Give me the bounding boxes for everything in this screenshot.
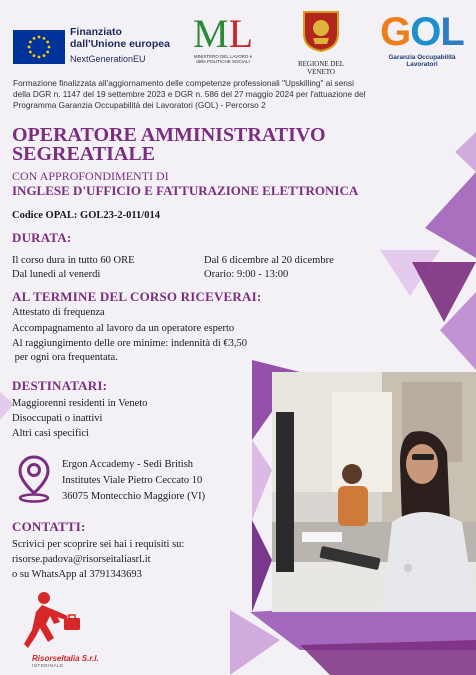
eu-star-icon	[29, 51, 32, 54]
header-logos	[0, 6, 476, 76]
contact-whatsapp[interactable]: o su WhatsApp al 3791343693	[12, 569, 142, 580]
location-pin-icon	[17, 455, 51, 503]
duration-dates: Dal 6 dicembre al 20 dicembre	[204, 255, 334, 266]
contacts-intro: Scrivici per scoprire sei hai i requisiti su:	[12, 539, 185, 550]
outcome-heading: AL TERMINE DEL CORSO RICEVERAI:	[12, 289, 262, 304]
location-line3: 36075 Montecchio Maggiore (VI)	[62, 491, 206, 502]
duration-hours: Il corso dura in tutto 60 ORE	[12, 255, 135, 266]
lion-shield-icon	[302, 10, 340, 52]
eu-funding-label: Finanziato dall'Unione europea NextGenerationEU	[70, 26, 170, 64]
duration-days: Dal lunedì al venerdì	[12, 269, 101, 280]
recipient-item: Altri casi specifici	[12, 428, 89, 439]
eu-star-icon	[28, 46, 31, 49]
outcome-item: Attestato di frequenza	[12, 307, 105, 318]
regione-veneto-logo: REGIONE DEL VENETO	[288, 10, 354, 72]
eu-star-icon	[38, 36, 41, 39]
gol-logo: GOL Garanzia Occupabilità Lavoratori	[380, 10, 464, 68]
eu-star-icon	[43, 37, 46, 40]
outcome-item: Al raggiungimento delle ore minime: indennità di €3,50	[12, 338, 248, 349]
duration-schedule: Orario: 9:00 - 13:00	[204, 269, 289, 280]
course-title: OPERATORE AMMINISTRATIVO SEGREATIALE	[12, 124, 326, 165]
eu-star-icon	[46, 41, 49, 44]
location-line1: Ergon Accademy - Sedi British	[62, 459, 194, 470]
eu-star-icon	[43, 54, 46, 57]
contact-email-link[interactable]: risorse.padova@risorseitaliasrl.it	[12, 554, 151, 565]
recipient-item: Maggiorenni residenti in Veneto	[12, 398, 148, 409]
eu-star-icon	[46, 51, 49, 54]
recipients-heading: DESTINATARI:	[12, 378, 108, 393]
ministry-logo: ML MINISTERO DEL LAVORO e delle POLITICHE SOCIALI	[192, 11, 253, 64]
eu-star-icon	[29, 41, 32, 44]
opal-code: Codice OPAL: GOL23-2-011/014	[12, 210, 160, 221]
intro-text: Formazione finalizzata all'aggiornamento delle competenze professionali "Upskilling" ai sensi della DGR n. 1147 del 19 settembre 2023 e DGR n. 586 del 27 maggio 2024 per l'attuazione del Programma Garanzia Occupabilità dei Lavoratori (GOL) - Percorso 2	[13, 78, 366, 110]
eu-star-icon	[38, 56, 41, 59]
risorseitalia-logo-text: RisorseItalia S.r.l. INTERINALE	[32, 654, 99, 668]
course-subtitle-line1: CON APPROFONDIMENTI DI	[12, 169, 169, 183]
course-subtitle-line2: INGLESE D'UFFICIO E FATTURAZIONE ELETTRONICA	[12, 183, 359, 198]
outcome-item: per ogni ora frequentata.	[12, 352, 118, 363]
eu-star-icon	[33, 54, 36, 57]
outcome-item: Accompagnamento al lavoro da un operatore esperto	[12, 323, 235, 334]
office-photo	[272, 372, 476, 612]
recipient-item: Disoccupati o inattivi	[12, 413, 103, 424]
location-line2: Institutes Viale Pietro Ceccato 10	[62, 475, 203, 486]
eu-star-icon	[48, 46, 51, 49]
duration-heading: DURATA:	[12, 230, 72, 245]
runner-briefcase-icon	[24, 590, 82, 652]
eu-flag-icon	[13, 30, 65, 64]
eu-star-icon	[33, 37, 36, 40]
contacts-heading: CONTATTI:	[12, 519, 86, 534]
